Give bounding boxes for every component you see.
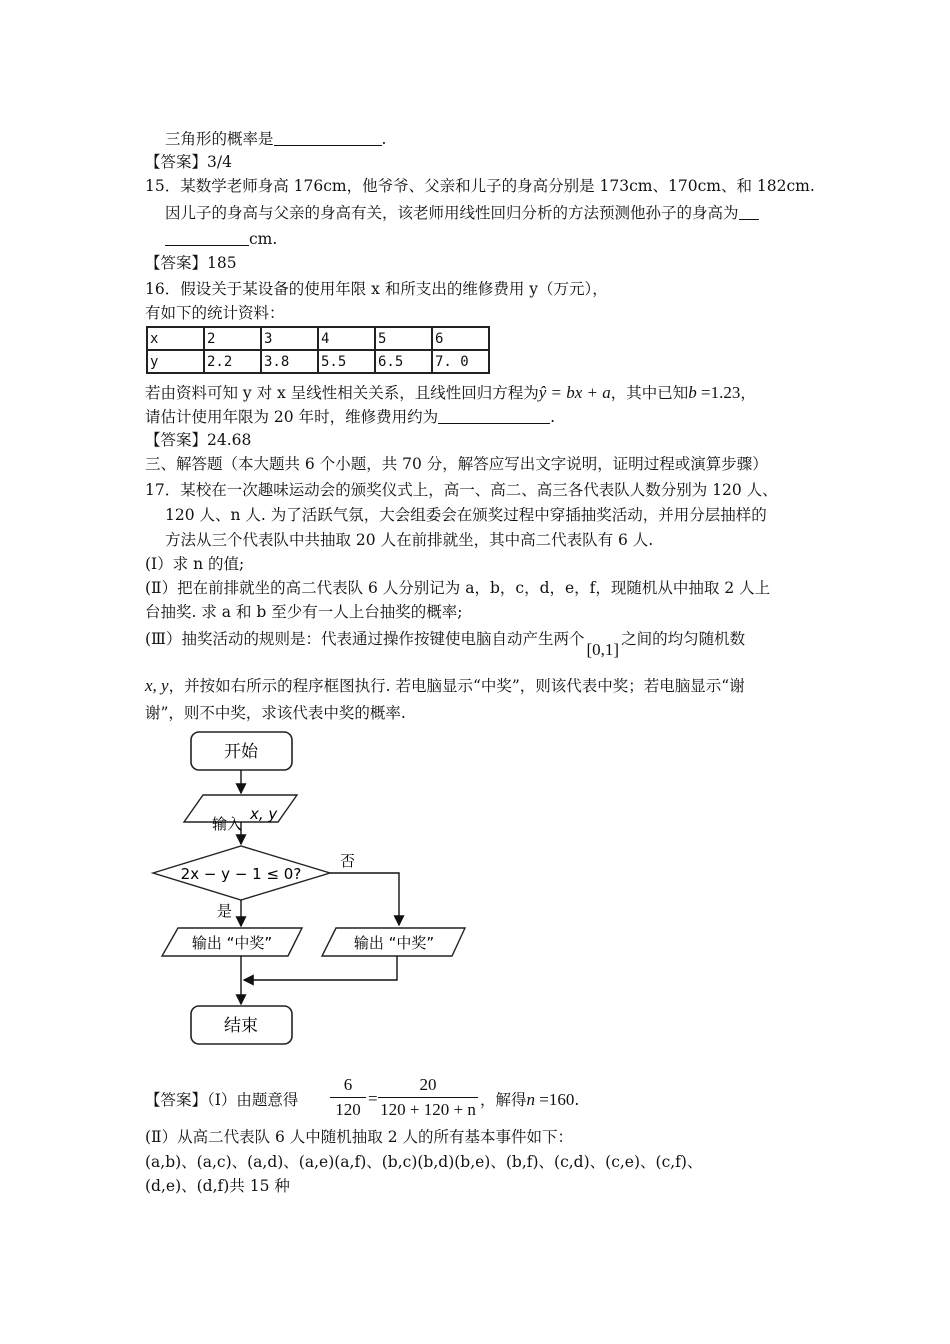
table-cell: 3.8 bbox=[261, 350, 318, 373]
q17-part3-line3: 谢”，则不中奖，求该代表中奖的概率. bbox=[145, 704, 406, 722]
table-cell: 6 bbox=[432, 327, 489, 350]
answer-blank bbox=[438, 407, 550, 424]
answer-17-result: ，解得n =160. bbox=[480, 1090, 580, 1109]
answer-17-part1: 【答案】（Ⅰ）由题意得 bbox=[145, 1091, 299, 1109]
q15-line3: cm. bbox=[165, 228, 277, 250]
q17-line2: 120 人、n 人. 为了活跃气氛，大会组委会在颁奖过程中穿插抽奖活动，并用分层抽样的 bbox=[165, 506, 767, 524]
q16-line4: 请估计使用年限为 20 年时，维修费用约为 . bbox=[145, 408, 556, 426]
table-cell: 2 bbox=[204, 327, 261, 350]
input-label: 输入 bbox=[212, 815, 243, 833]
section-heading: 三、解答题（本大题共 6 个小题，共 70 分，解答应写出文字说明，证明过程或演算步骤） bbox=[145, 455, 768, 473]
table-row bbox=[147, 327, 489, 350]
input-variables: x, y bbox=[250, 805, 278, 823]
q17-part2-line1: (Ⅱ）把在前排就坐的高二代表队 6 人分别记为 a，b，c，d，e，f，现随机从中抽取 2 人上 bbox=[145, 579, 771, 597]
table-cell: 4 bbox=[318, 327, 375, 350]
fraction-2: $\frac{20}{120 + 120 + n}$ bbox=[378, 1075, 478, 1120]
table-cell: 3 bbox=[261, 327, 318, 350]
answer-16: 【答案】24.68 bbox=[145, 431, 252, 449]
table-row bbox=[147, 350, 489, 373]
answer-blank bbox=[165, 229, 249, 246]
q16-line2: 有如下的统计资料： bbox=[145, 304, 285, 322]
program-flowchart bbox=[140, 725, 480, 1055]
table-cell: y bbox=[147, 350, 204, 373]
q16-line3: 若由资料可知 y 对 x 呈线性相关关系，且线性回归方程为ŷ = bx + a，其中已知b =1.23， bbox=[145, 383, 756, 402]
table-cell: 5.5 bbox=[318, 350, 375, 373]
fraction-1: $\frac{6}{120}$ bbox=[330, 1075, 366, 1120]
table-cell: 5 bbox=[375, 327, 432, 350]
q17-part1: (Ⅰ）求 n 的值; bbox=[145, 555, 245, 573]
equals-sign: = bbox=[368, 1089, 378, 1108]
answer-15: 【答案】185 bbox=[145, 254, 237, 272]
answer-blank bbox=[739, 203, 759, 220]
answer-blank bbox=[274, 129, 382, 146]
q17-line1: 17．某校在一次趣味运动会的颁奖仪式上，高一、高二、高三各代表队人数分别为 120 人、 bbox=[145, 481, 778, 499]
q17-part3-line2: x, y，并按如右所示的程序框图执行. 若电脑显示“中奖”，则该代表中奖；若电脑显示“谢 bbox=[145, 676, 745, 695]
condition-label: 2x − y − 1 ≤ 0? bbox=[180, 865, 302, 883]
q15-line1: 15．某数学老师身高 176cm，他爷爷、父亲和儿子的身高分别是 173cm、170cm、和 182cm. bbox=[145, 177, 815, 195]
q17-part3-line1: (Ⅲ）抽奖活动的规则是：代表通过操作按键使电脑自动产生两个[0,1]之间的均匀随机数 bbox=[145, 630, 746, 659]
table-cell: 6.5 bbox=[375, 350, 432, 373]
q16-line1: 16．假设关于某设备的使用年限 x 和所支出的维修费用 y（万元）， bbox=[145, 280, 608, 298]
start-label: 开始 bbox=[224, 742, 258, 762]
table-cell: x bbox=[147, 327, 204, 350]
answer-14: 【答案】3/4 bbox=[145, 153, 232, 171]
end-label: 结束 bbox=[224, 1016, 258, 1036]
answer-17-part2-line3: (d,e)、(d,f)共 15 种 bbox=[145, 1177, 290, 1195]
line-q14-end: 三角形的概率是 . bbox=[165, 130, 387, 148]
yes-label: 是 bbox=[217, 902, 233, 920]
q17-line3: 方法从三个代表队中共抽取 20 人在前排就坐，其中高二代表队有 6 人. bbox=[165, 531, 654, 549]
output-label-no: 输出 “中奖” bbox=[353, 934, 435, 952]
no-label: 否 bbox=[340, 852, 356, 870]
q15-line2: 因儿子的身高与父亲的身高有关，该老师用线性回归分析的方法预测他孙子的身高为 bbox=[165, 202, 759, 224]
answer-17-part2-line1: (Ⅱ）从高二代表队 6 人中随机抽取 2 人的所有基本事件如下： bbox=[145, 1128, 574, 1146]
output-label-yes: 输出 “中奖” bbox=[191, 934, 273, 952]
answer-17-part2-line2: (a,b)、(a,c)、(a,d)、(a,e)(a,f)、(b,c)(b,d)(b,e)、(b,f)、(c,d)、(c,e)、(c,f)、 bbox=[145, 1153, 703, 1171]
q17-part2-line2: 台抽奖. 求 a 和 b 至少有一人上台抽奖的概率; bbox=[145, 603, 463, 621]
table-cell: 2.2 bbox=[204, 350, 261, 373]
table-cell: 7. 0 bbox=[432, 350, 489, 373]
statistics-table bbox=[146, 326, 490, 374]
